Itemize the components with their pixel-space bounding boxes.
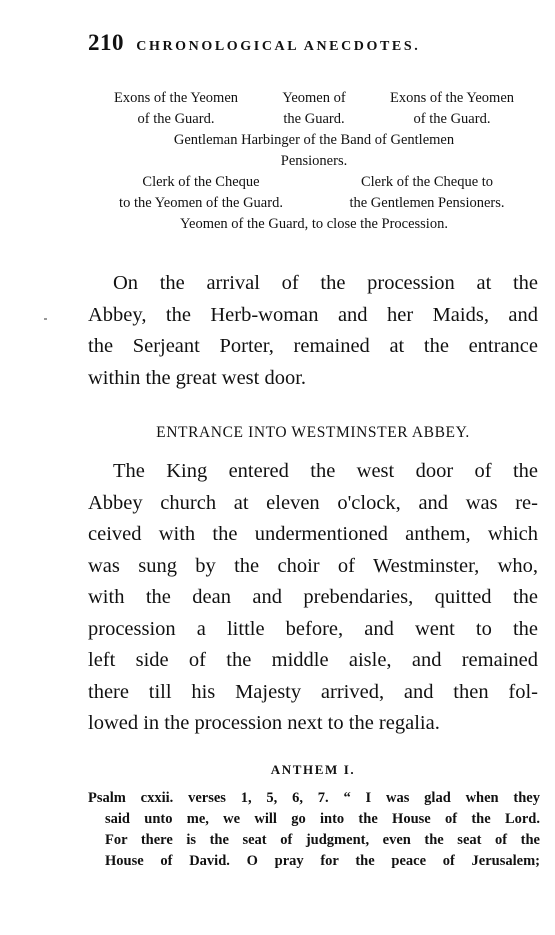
text-line: there till his Majesty arrived, and then fol- (88, 680, 538, 703)
procession-cell: Exons of the Yeomen (113, 90, 239, 106)
running-title: CHRONOLOGICAL ANECDOTES. (136, 39, 421, 54)
procession-cell: to the Yeomen of the Guard. (119, 195, 283, 211)
text-line: Abbey church at eleven o'clock, and was re- (88, 491, 538, 514)
procession-row: Pensioners. (280, 153, 348, 169)
section-heading: ENTRANCE INTO WESTMINSTER ABBEY. (156, 424, 470, 441)
text-line: For there is the seat of judgment, even the seat of the (105, 832, 540, 848)
text-line: ceived with the undermentioned anthem, which (88, 523, 538, 545)
text-line: the Serjeant Porter, remained at the entrance (88, 335, 538, 357)
text-line: left side of the middle aisle, and remained (88, 649, 538, 671)
psalm-text (88, 788, 540, 872)
procession-row (88, 109, 540, 130)
text-line: with the dean and prebendaries, quitted the (88, 586, 538, 608)
procession-cell: the Gentlemen Pensioners. (349, 195, 505, 211)
text-line: lowed in the procession next to the regalia. (88, 712, 440, 734)
margin-mark (44, 318, 47, 320)
text-line: Psalm cxxii. verses 1, 5, 6, 7. “ I was glad when they (88, 790, 540, 806)
procession-row (88, 88, 540, 109)
procession-table (88, 88, 540, 235)
procession-cell: the Guard. (283, 111, 345, 127)
procession-row (88, 193, 540, 214)
running-header (88, 30, 420, 56)
text-line: House of David. O pray for the peace of Jerusalem; (105, 853, 540, 869)
text-line: was sung by the choir of Westminster, who, (88, 554, 538, 577)
procession-row: Yeomen of the Guard, to close the Procession. (180, 216, 448, 232)
text-line: within the great west door. (88, 366, 307, 389)
procession-cell: Yeomen of (282, 90, 346, 106)
paragraph-entrance (88, 456, 538, 740)
procession-row: Gentleman Harbinger of the Band of Gentlemen (173, 132, 455, 148)
procession-cell: of the Guard. (413, 111, 491, 127)
text-line: said unto me, we will go into the House of the Lord. (105, 811, 540, 827)
paragraph-arrival (88, 268, 538, 394)
procession-cell: Exons of the Yeomen (389, 90, 515, 106)
text-line: Abbey, the Herb-woman and her Maids, and (88, 303, 538, 326)
anthem-title: ANTHEM I. (270, 762, 356, 777)
text-line: On the arrival of the procession at the (113, 272, 538, 294)
text-line: procession a little before, and went to the (88, 617, 538, 640)
page-number: 210 (88, 30, 124, 55)
text-line: The King entered the west door of the (113, 460, 538, 482)
procession-cell: of the Guard. (137, 111, 215, 127)
procession-row (88, 172, 540, 193)
procession-cell: Clerk of the Cheque to (360, 174, 494, 190)
procession-cell: Clerk of the Cheque (142, 174, 260, 190)
